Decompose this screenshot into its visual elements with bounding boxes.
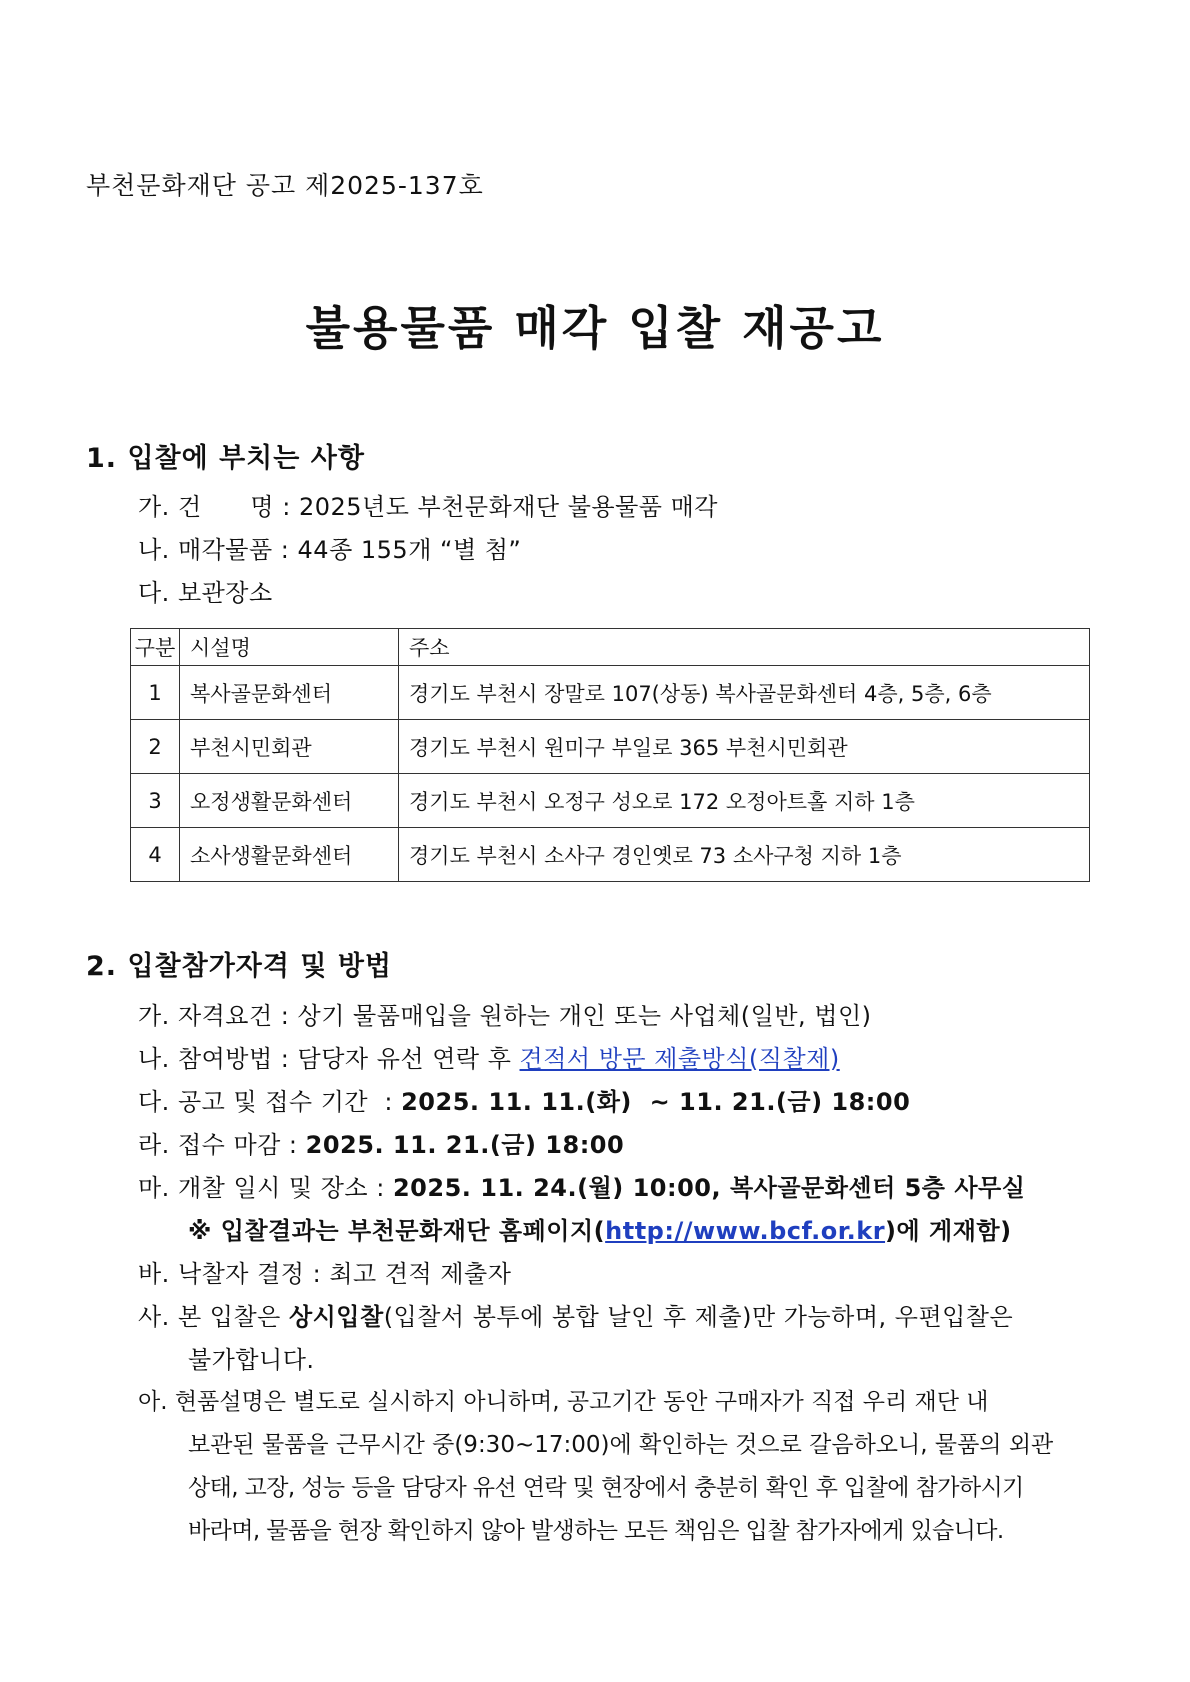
item-value: 2025. 11. 21.(금) 18:00: [305, 1131, 625, 1159]
item-sa-continuation: 불가합니다.: [188, 1346, 315, 1374]
cell-facility: 소사생활문화센터: [180, 828, 399, 882]
item-aa-line-2: 보관된 물품을 근무시간 중(9:30~17:00)에 확인하는 것으로 갈음하오니, 물품의 외관: [188, 1432, 1054, 1458]
item-aa-line-1: 아. 현품설명은 별도로 실시하지 아니하며, 공고기간 동안 구매자가 직접 우리 재단 내: [138, 1389, 989, 1415]
col-header-facility: 시설명: [180, 629, 399, 666]
item-ra-deadline: [138, 1125, 624, 1160]
item-ba-winner: 바. 낙찰자 결정 : 최고 견적 제출자: [138, 1260, 512, 1288]
result-notice: [188, 1211, 1012, 1246]
item-label: 나. 참여방법 : 담당자 유선 연락 후: [138, 1045, 520, 1073]
item-label: 나. 매각물품 :: [138, 536, 298, 564]
item-aa-line-3: 상태, 고장, 성능 등을 담당자 유선 연락 및 현장에서 충분히 확인 후 입찰에 참가하시기: [188, 1475, 1024, 1501]
table-header-row: [131, 629, 1090, 666]
item-value: 2025. 11. 24.(월) 10:00, 복사골문화센터 5층 사무실: [392, 1174, 1026, 1202]
item-label: 마. 개찰 일시 및 장소 :: [138, 1174, 393, 1202]
table-row: [131, 828, 1090, 882]
item-ga-eligibility: 가. 자격요건 : 상기 물품매입을 원하는 개인 또는 사업체(일반, 법인): [138, 1002, 872, 1030]
cell-facility: 복사골문화센터: [180, 666, 399, 720]
item-label: 다. 공고 및 접수 기간 :: [138, 1088, 402, 1116]
item-value: 44종 155개 “별 첨”: [297, 536, 522, 564]
item-label: 사. 본 입찰은: [138, 1303, 289, 1331]
item-aa-line-4: 바라며, 물품을 현장 확인하지 않아 발생하는 모든 책임은 입찰 참가자에게 있습니다.: [188, 1518, 1004, 1544]
note-text: ※ 입찰결과는 부천문화재단 홈페이지(: [188, 1217, 606, 1245]
cell-no: 1: [131, 666, 180, 720]
cell-address: 경기도 부천시 장말로 107(상동) 복사골문화센터 4층, 5층, 6층: [399, 666, 1090, 720]
table-row: [131, 666, 1090, 720]
col-header-no: 구분: [131, 629, 180, 666]
cell-address: 경기도 부천시 소사구 경인옛로 73 소사구청 지하 1층: [399, 828, 1090, 882]
notice-number: 부천문화재단 공고 제2025-137호: [86, 171, 484, 200]
item-ma-opening: [138, 1168, 1025, 1203]
cell-address: 경기도 부천시 원미구 부일로 365 부천시민회관: [399, 720, 1090, 774]
cell-facility: 부천시민회관: [180, 720, 399, 774]
section-2-heading: 2. 입찰참가자격 및 방법: [86, 951, 392, 982]
cell-no: 4: [131, 828, 180, 882]
storage-location-table: [130, 628, 1090, 882]
cell-address: 경기도 부천시 오정구 성오로 172 오정아트홀 지하 1층: [399, 774, 1090, 828]
homepage-link[interactable]: http://www.bcf.or.kr: [605, 1217, 886, 1245]
cell-facility: 오정생활문화센터: [180, 774, 399, 828]
item-ga-case-name: [138, 487, 718, 522]
table-row: [131, 720, 1090, 774]
col-header-address: 주소: [399, 629, 1090, 666]
page-title: 불용물품 매각 입찰 재공고: [305, 301, 885, 355]
item-value: 2025. 11. 11.(화) ~ 11. 21.(금) 18:00: [401, 1088, 911, 1116]
cell-no: 2: [131, 720, 180, 774]
item-value: (입찰서 봉투에 봉합 날인 후 제출)만 가능하며, 우편입찰은: [383, 1303, 1014, 1331]
item-da-period: [138, 1082, 910, 1117]
emphasis-text: 상시입찰: [288, 1303, 384, 1331]
item-label: 가. 건 명 :: [138, 493, 299, 521]
item-label: 라. 접수 마감 :: [138, 1131, 306, 1159]
cell-no: 3: [131, 774, 180, 828]
item-da-storage: [138, 573, 273, 608]
item-na-method: [138, 1039, 840, 1074]
item-value: 2025년도 부천문화재단 불용물품 매각: [298, 493, 718, 521]
item-sa-bidding: [138, 1297, 1013, 1332]
submission-method-link[interactable]: 견적서 방문 제출방식(직찰제): [519, 1045, 840, 1073]
item-label: 다. 보관장소: [138, 579, 273, 607]
item-na-goods: [138, 530, 521, 565]
section-1-heading: 1. 입찰에 부치는 사항: [86, 443, 365, 474]
table-row: [131, 774, 1090, 828]
note-text: )에 게재함): [885, 1217, 1012, 1245]
